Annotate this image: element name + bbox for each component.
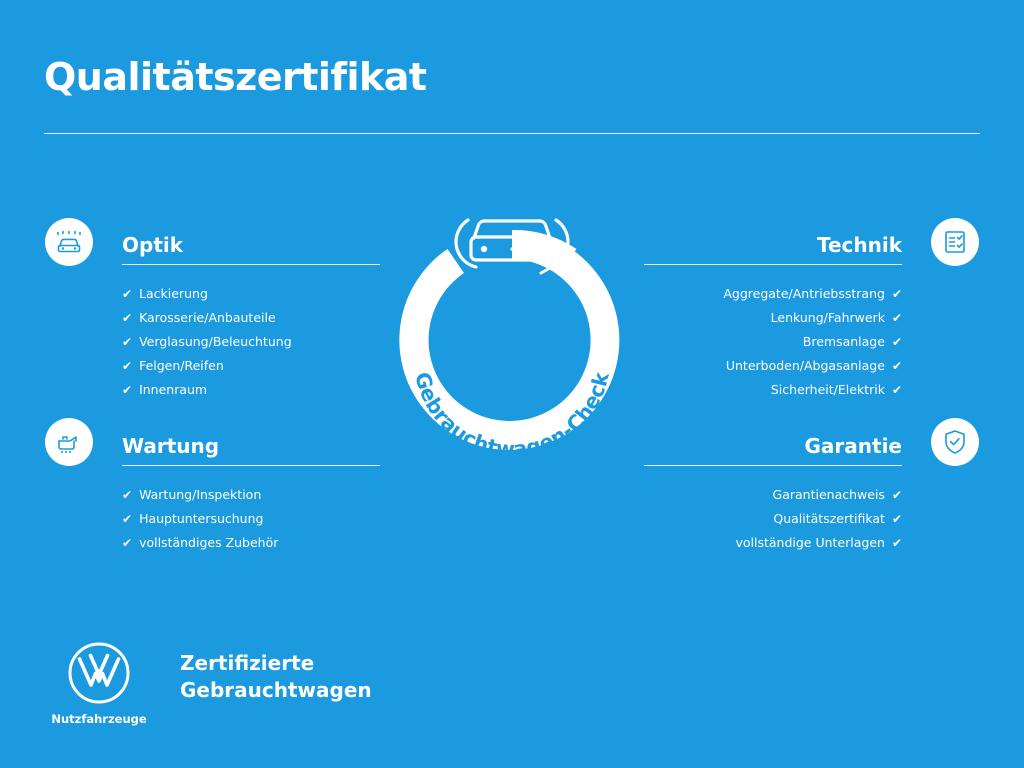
check-icon: ✔: [891, 383, 902, 397]
list-item-label: Wartung/Inspektion: [139, 487, 262, 502]
list-item-label: Hauptuntersuchung: [139, 511, 264, 526]
check-icon: ✔: [122, 536, 133, 550]
check-icon: ✔: [891, 359, 902, 373]
section-optik-heading: Optik: [122, 233, 184, 257]
check-icon: ✔: [122, 335, 133, 349]
section-technik-heading: Technik: [816, 233, 902, 257]
list-item: [644, 483, 902, 507]
list-item: [644, 330, 902, 354]
check-icon: ✔: [891, 311, 902, 325]
page-title: Qualitätszertifikat: [44, 55, 427, 99]
footer: [44, 640, 372, 726]
title-divider: [44, 133, 980, 134]
section-wartung-divider: [122, 465, 380, 466]
list-item: [122, 531, 380, 555]
list-item: [644, 282, 902, 306]
check-icon: ✔: [891, 287, 902, 301]
footer-claim: [180, 650, 372, 704]
list-item: [122, 378, 380, 402]
check-icon: ✔: [891, 512, 902, 526]
shield-check-icon: [931, 418, 979, 466]
section-garantie-heading: Garantie: [804, 434, 902, 458]
list-item: [644, 378, 902, 402]
check-icon: ✔: [122, 488, 133, 502]
check-icon: ✔: [122, 311, 133, 325]
list-item: [644, 507, 902, 531]
list-item: [122, 507, 380, 531]
footer-claim-line1: Zertifizierte: [180, 651, 315, 675]
checklist-document-icon: [931, 218, 979, 266]
check-icon: ✔: [122, 383, 133, 397]
degrees-label: 360°: [436, 329, 588, 397]
section-wartung-heading: Wartung: [122, 434, 220, 458]
section-optik-divider: [122, 264, 380, 265]
list-item: [122, 306, 380, 330]
list-item: [122, 483, 380, 507]
list-item-label: Felgen/Reifen: [139, 358, 224, 373]
section-optik-list: [122, 282, 380, 402]
list-item: [122, 282, 380, 306]
check-icon: ✔: [122, 359, 133, 373]
list-item-label: Bremsanlage: [802, 334, 885, 349]
list-item-label: Unterboden/Abgasanlage: [725, 358, 885, 373]
section-optik: [122, 235, 380, 402]
list-item-label: Lenkung/Fahrwerk: [770, 310, 885, 325]
list-item-label: Lackierung: [139, 286, 208, 301]
check-icon: ✔: [122, 512, 133, 526]
section-technik-divider: [644, 264, 902, 265]
list-item-label: Verglasung/Beleuchtung: [139, 334, 292, 349]
list-item-label: vollständige Unterlagen: [735, 535, 885, 550]
list-item-label: Qualitätszertifikat: [773, 511, 885, 526]
footer-claim-line2: Gebrauchtwagen: [180, 678, 372, 702]
list-item: [644, 306, 902, 330]
section-wartung: [122, 436, 380, 555]
list-item: [644, 531, 902, 555]
list-item: [122, 330, 380, 354]
section-garantie-list: [644, 483, 902, 555]
check-icon: ✔: [891, 335, 902, 349]
brand-subtitle: Nutzfahrzeuge: [51, 712, 147, 726]
360-check-graphic: [362, 190, 662, 490]
arc-label: Gebrauchtwagen-Check: [410, 369, 614, 462]
list-item-label: vollständiges Zubehör: [139, 535, 279, 550]
section-wartung-list: [122, 483, 380, 555]
list-item: [122, 354, 380, 378]
list-item-label: Karosserie/Anbauteile: [139, 310, 276, 325]
section-garantie-divider: [644, 465, 902, 466]
check-icon: ✔: [891, 536, 902, 550]
list-item-label: Garantienachweis: [772, 487, 885, 502]
section-technik-list: [644, 282, 902, 402]
list-item: [644, 354, 902, 378]
list-item-label: Sicherheit/Elektrik: [770, 382, 885, 397]
oil-can-icon: [45, 418, 93, 466]
check-icon: ✔: [891, 488, 902, 502]
vw-logo: [44, 640, 154, 726]
section-technik: [644, 235, 902, 402]
car-wash-icon: [45, 218, 93, 266]
list-item-label: Innenraum: [139, 382, 208, 397]
list-item-label: Aggregate/Antriebsstrang: [723, 286, 885, 301]
check-icon: ✔: [122, 287, 133, 301]
section-garantie: [644, 436, 902, 555]
